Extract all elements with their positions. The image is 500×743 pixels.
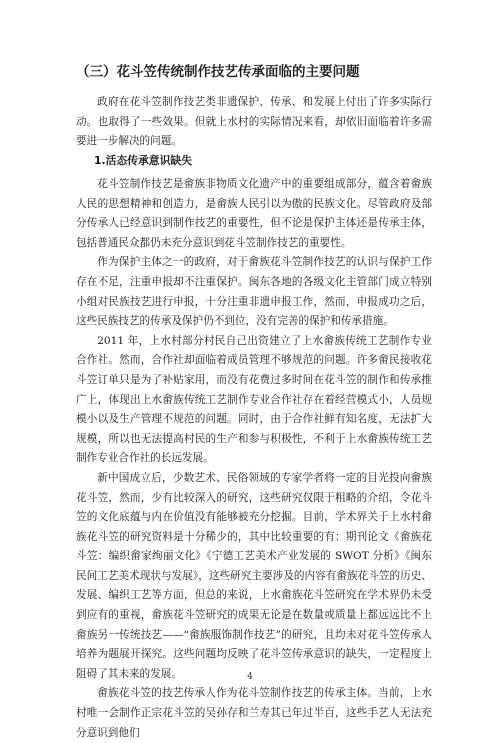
subsection-title: 1.活态传承意识缺失 bbox=[94, 154, 192, 167]
body-paragraph-5: 畲族花斗笠的技艺传承人作为花斗笠制作技艺的传承主体。当前，上水村唯一会制作正宗花斗笠的吴孙存和兰寿其已年过半百，这些手艺人无法充分意识到他们 bbox=[76, 687, 432, 739]
section-title: （三）花斗笠传统制作技艺传承面临的主要问题 bbox=[76, 64, 360, 80]
intro-paragraph-block bbox=[76, 93, 432, 152]
body-paragraph-1: 花斗笠制作技艺是畲族非物质文化遗产中的重要组成部分，蕴含着畲族人民的思想精神和创造力，是畲族人民引以为傲的民族文化。尽管政府及部分传承人已经意识到制作技艺的重要性，但不论是保护主体还是传承主体，包括普通民众都仍未充分意识到花斗笠制作技艺的重要性。 bbox=[76, 178, 432, 249]
intro-paragraph: 政府在花斗笠制作技艺类非遗保护、传承、和发展上付出了许多实际行动。也取得了一些效果。但就上水村的实际情况来看，却依旧面临着许多需要进一步解决的问题。 bbox=[76, 96, 432, 148]
body-paragraph-4: 新中国成立后，少数艺术、民俗领域的专家学者将一定的目光投向畲族花斗笠，然而，少有比较深入的研究，这些研究仅限于粗略的介绍，令花斗笠的文化底蕴与内在价值没有能够被充分挖掘。目前，学术界关于上水村畲族花斗笠的研究资料是十分稀少的，其中比较重要的有：期刊论文《畲族花斗笠：编织畲家绚丽文化》《宁德工艺美术产业发展的 SWOT 分析》《闽东民间工艺美术现状与发展》，这些研究主要涉及的内容有畲族花斗笠的历史、发展、编织工艺等方面，但总的来说，上水畲族花斗笠研究在学术界仍未受到应有的重视，畲族花斗笠研究的成果无论是在数量或质量上都远远比不上畲族另一传统技艺——“畲族服饰制作技艺”的研究，且均未对花斗笠传承人培养为题展开探究。这些问题均反映了花斗笠传承意识的缺失，一定程度上阻碍了其未来的发展。 bbox=[76, 471, 432, 680]
body-paragraph-2: 作为保护主体之一的政府，对于畲族花斗笠制作技艺的认识与保护工作存在不足，注重申报却不注重保护。闽东各地的各级文化主管部门成立特别小组对民族技艺进行申报，十分注重非遗申报工作，然而，申报成功之后，这些民族技艺的传承及保护仍不到位，没有完善的保护和传承措施。 bbox=[76, 256, 432, 328]
body-paragraph-3: 2011 年，上水村部分村民自己出资建立了上水畲族传统工艺制作专业合作社。然而，合作社却面临着成员管理不够规范的问题。许多畲民接收花斗笠订单只是为了补贴家用，而没有花费过多时间在花斗笠的制作和传承推广上，体现出上水畲族传统工艺制作专业合作社存在着经营模式小，人员规模小以及生产管理不规范的问题。同时，由于合作社鲜有知名度，无法扩大规模，所以也无法提高村民的生产和参与积极性，不利于上水畲族传统工艺制作专业合作社的长远发展。 bbox=[76, 334, 432, 465]
body-text bbox=[76, 175, 432, 743]
page-number: 4 bbox=[247, 672, 253, 682]
